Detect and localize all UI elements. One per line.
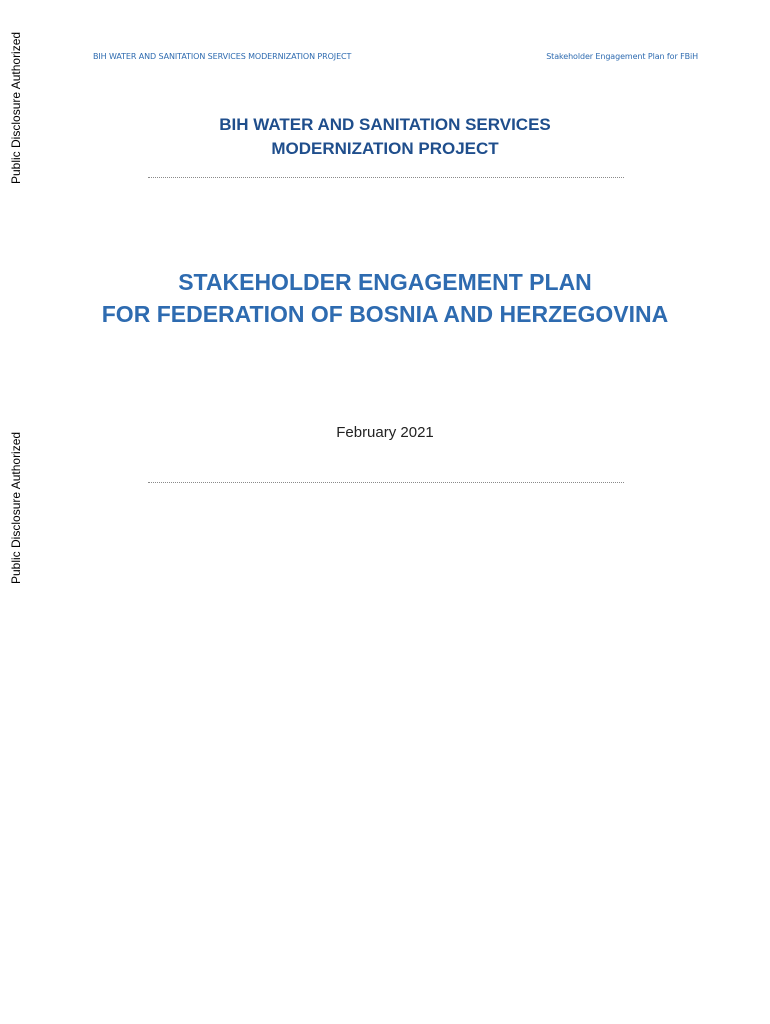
plan-title-line1: STAKEHOLDER ENGAGEMENT PLAN — [178, 269, 592, 295]
bottom-divider — [148, 482, 624, 483]
project-title-line1: BIH WATER AND SANITATION SERVICES — [219, 115, 551, 134]
running-header-left: BIH WATER AND SANITATION SERVICES MODERNIZATION PROJECT — [93, 52, 352, 61]
document-date: February 2021 — [336, 424, 434, 441]
project-title — [0, 113, 770, 161]
plan-title — [0, 266, 770, 330]
top-divider — [148, 177, 624, 178]
running-header-right: Stakeholder Engagement Plan for FBiH — [546, 52, 698, 61]
disclosure-watermark-middle-text: Public Disclosure Authorized — [9, 431, 23, 584]
plan-title-line2: FOR FEDERATION OF BOSNIA AND HERZEGOVINA — [101, 301, 669, 327]
disclosure-watermark-top-text: Public Disclosure Authorized — [9, 31, 23, 184]
running-header — [93, 52, 698, 66]
project-title-line2: MODERNIZATION PROJECT — [271, 139, 499, 158]
